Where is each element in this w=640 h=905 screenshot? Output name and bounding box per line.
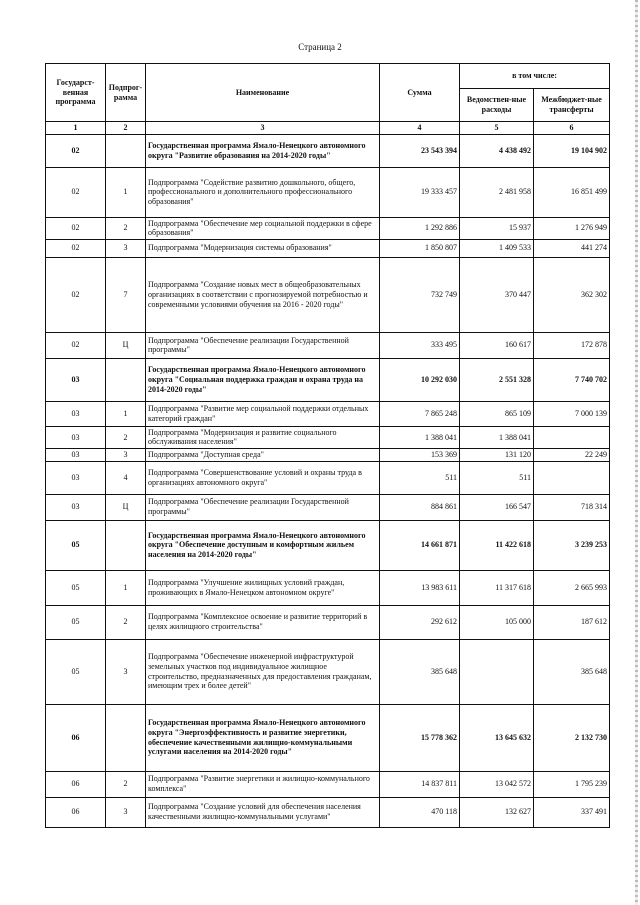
col-number: 2 (106, 122, 146, 135)
header-sp: Подпрог-рамма (106, 64, 146, 122)
program-code-cell: 02 (46, 167, 106, 217)
program-code-cell: 03 (46, 358, 106, 401)
subprogram-row (46, 401, 610, 426)
name-cell: Подпрограмма "Обеспечение инженерной инфраструктурой земельных участков под индивидуальное жилищное строительство, предназначенных для предоставления гражданам, имеющим трех и более детей" (146, 639, 380, 704)
subprogram-row (46, 257, 610, 332)
sum-cell: 732 749 (380, 257, 460, 332)
program-code-cell: 05 (46, 639, 106, 704)
header-dept: Ведомствен-ные расходы (460, 89, 534, 122)
program-code-cell: 03 (46, 426, 106, 448)
subprogram-code-cell: 3 (106, 797, 146, 827)
page-label: Страница 2 (298, 42, 342, 52)
header-inter: Межбюджет-ные трансферты (534, 89, 610, 122)
name-cell: Подпрограмма "Создание условий для обеспечения населения качественными жилищно-коммунальными услугами" (146, 797, 380, 827)
header-row (46, 64, 610, 89)
transfers-cell: 19 104 902 (534, 134, 610, 167)
subprogram-code-cell: 2 (106, 605, 146, 639)
program-code-cell: 03 (46, 401, 106, 426)
sum-cell: 1 292 886 (380, 217, 460, 239)
subprogram-row (46, 771, 610, 797)
subprogram-code-cell (106, 704, 146, 771)
departmental-cell: 15 937 (460, 217, 534, 239)
transfers-cell: 22 249 (534, 448, 610, 461)
sum-cell: 153 369 (380, 448, 460, 461)
program-code-cell: 02 (46, 134, 106, 167)
name-cell: Государственная программа Ямало-Ненецкого автономного округа "Обеспечение доступным и комфортным жильем населения на 2014-2020 годы" (146, 520, 380, 570)
transfers-cell: 2 132 730 (534, 704, 610, 771)
col-number: 1 (46, 122, 106, 135)
name-cell: Подпрограмма "Модернизация и развитие социального обслуживания населения" (146, 426, 380, 448)
subprogram-code-cell: 1 (106, 570, 146, 605)
program-code-cell: 02 (46, 257, 106, 332)
sum-cell: 14 661 871 (380, 520, 460, 570)
header-name: Наименование (146, 64, 380, 122)
subprogram-code-cell: 2 (106, 217, 146, 239)
subprogram-code-cell (106, 134, 146, 167)
departmental-cell: 160 617 (460, 332, 534, 358)
col-number: 4 (380, 122, 460, 135)
transfers-cell: 7 000 139 (534, 401, 610, 426)
name-cell: Подпрограмма "Комплексное освоение и развитие территорий в целях жилищного строительства" (146, 605, 380, 639)
name-cell: Подпрограмма "Доступная среда" (146, 448, 380, 461)
departmental-cell: 11 422 618 (460, 520, 534, 570)
departmental-cell: 4 438 492 (460, 134, 534, 167)
program-code-cell: 02 (46, 239, 106, 257)
transfers-cell: 441 274 (534, 239, 610, 257)
subprogram-row (46, 494, 610, 520)
departmental-cell: 13 042 572 (460, 771, 534, 797)
sum-cell: 10 292 030 (380, 358, 460, 401)
program-code-cell: 02 (46, 217, 106, 239)
departmental-cell: 2 551 328 (460, 358, 534, 401)
name-cell: Подпрограмма "Создание новых мест в общеобразовательных организациях в соответствии с прогнозируемой потребностью и современными условиями обучения на 2016 - 2020 годы" (146, 257, 380, 332)
subprogram-code-cell (106, 520, 146, 570)
program-code-cell: 03 (46, 461, 106, 494)
header-including: в том числе: (460, 64, 610, 89)
col-number: 3 (146, 122, 380, 135)
subprogram-row (46, 605, 610, 639)
name-cell: Подпрограмма "Модернизация системы образования" (146, 239, 380, 257)
program-row (46, 134, 610, 167)
subprogram-code-cell: Ц (106, 332, 146, 358)
transfers-cell: 16 851 499 (534, 167, 610, 217)
program-code-cell: 02 (46, 332, 106, 358)
departmental-cell: 13 645 632 (460, 704, 534, 771)
sum-cell: 470 118 (380, 797, 460, 827)
name-cell: Подпрограмма "Развитие мер социальной поддержки отдельных категорий граждан" (146, 401, 380, 426)
transfers-cell: 1 276 949 (534, 217, 610, 239)
subprogram-code-cell: Ц (106, 494, 146, 520)
sum-cell: 333 495 (380, 332, 460, 358)
name-cell: Подпрограмма "Улучшение жилищных условий граждан, проживающих в Ямало-Ненецком автономном округе" (146, 570, 380, 605)
transfers-cell: 385 648 (534, 639, 610, 704)
subprogram-code-cell: 2 (106, 771, 146, 797)
table-body (46, 134, 610, 827)
departmental-cell: 2 481 958 (460, 167, 534, 217)
program-code-cell: 03 (46, 494, 106, 520)
program-code-cell: 05 (46, 605, 106, 639)
budget-table (45, 63, 610, 828)
subprogram-code-cell: 7 (106, 257, 146, 332)
sum-cell: 14 837 811 (380, 771, 460, 797)
transfers-cell (534, 461, 610, 494)
sum-cell: 385 648 (380, 639, 460, 704)
transfers-cell: 172 878 (534, 332, 610, 358)
subprogram-code-cell: 4 (106, 461, 146, 494)
subprogram-row (46, 217, 610, 239)
transfers-cell: 362 302 (534, 257, 610, 332)
program-code-cell: 05 (46, 520, 106, 570)
transfers-cell (534, 426, 610, 448)
subprogram-code-cell: 1 (106, 167, 146, 217)
departmental-cell: 1 409 533 (460, 239, 534, 257)
subprogram-code-cell: 3 (106, 239, 146, 257)
sum-cell: 23 543 394 (380, 134, 460, 167)
departmental-cell: 131 120 (460, 448, 534, 461)
name-cell: Подпрограмма "Обеспечение мер социальной поддержки в сфере образования" (146, 217, 380, 239)
subprogram-code-cell: 3 (106, 448, 146, 461)
departmental-cell: 370 447 (460, 257, 534, 332)
name-cell: Подпрограмма "Содействие развитию дошкольного, общего, профессионального и дополнительного профессионального образования" (146, 167, 380, 217)
sum-cell: 19 333 457 (380, 167, 460, 217)
transfers-cell: 7 740 702 (534, 358, 610, 401)
subprogram-code-cell: 3 (106, 639, 146, 704)
departmental-cell (460, 639, 534, 704)
departmental-cell: 132 627 (460, 797, 534, 827)
program-code-cell: 03 (46, 448, 106, 461)
sum-cell: 15 778 362 (380, 704, 460, 771)
name-cell: Подпрограмма "Совершенствование условий и охраны труда в организациях автономного округа" (146, 461, 380, 494)
sum-cell: 884 861 (380, 494, 460, 520)
subprogram-row (46, 426, 610, 448)
header-sum: Сумма (380, 64, 460, 122)
subprogram-row (46, 639, 610, 704)
subprogram-row (46, 797, 610, 827)
departmental-cell: 865 109 (460, 401, 534, 426)
transfers-cell: 2 665 993 (534, 570, 610, 605)
subprogram-row (46, 570, 610, 605)
name-cell: Подпрограмма "Обеспечение реализации Государственной программы" (146, 494, 380, 520)
departmental-cell: 511 (460, 461, 534, 494)
transfers-cell: 3 239 253 (534, 520, 610, 570)
program-code-cell: 06 (46, 771, 106, 797)
subprogram-code-cell: 1 (106, 401, 146, 426)
subprogram-row (46, 332, 610, 358)
program-row (46, 704, 610, 771)
program-row (46, 358, 610, 401)
name-cell: Государственная программа Ямало-Ненецкого автономного округа "Энергоэффективность и развитие энергетики, обеспечение качественными жилищно-коммунальными услугами населения на 2014-2020 годы" (146, 704, 380, 771)
sum-cell: 1 850 807 (380, 239, 460, 257)
transfers-cell: 187 612 (534, 605, 610, 639)
transfers-cell: 718 314 (534, 494, 610, 520)
sum-cell: 13 983 611 (380, 570, 460, 605)
program-code-cell: 06 (46, 704, 106, 771)
name-cell: Подпрограмма "Развитие энергетики и жилищно-коммунального комплекса" (146, 771, 380, 797)
name-cell: Подпрограмма "Обеспечение реализации Государственной программы" (146, 332, 380, 358)
sum-cell: 292 612 (380, 605, 460, 639)
transfers-cell: 337 491 (534, 797, 610, 827)
name-cell: Государственная программа Ямало-Ненецкого автономного округа "Развитие образования на 2014-2020 годы" (146, 134, 380, 167)
program-code-cell: 05 (46, 570, 106, 605)
subprogram-code-cell: 2 (106, 426, 146, 448)
subprogram-row (46, 167, 610, 217)
departmental-cell: 166 547 (460, 494, 534, 520)
sum-cell: 1 388 041 (380, 426, 460, 448)
header-gp: Государст-венная программа (46, 64, 106, 122)
program-code-cell: 06 (46, 797, 106, 827)
sum-cell: 7 865 248 (380, 401, 460, 426)
scan-edge (635, 0, 638, 905)
departmental-cell: 105 000 (460, 605, 534, 639)
name-cell: Государственная программа Ямало-Ненецкого автономного округа "Социальная поддержка граждан и охрана труда на 2014-2020 годы" (146, 358, 380, 401)
subprogram-row (46, 239, 610, 257)
col-number: 6 (534, 122, 610, 135)
subprogram-row (46, 461, 610, 494)
column-number-row (46, 122, 610, 135)
subprogram-row (46, 448, 610, 461)
program-row (46, 520, 610, 570)
subprogram-code-cell (106, 358, 146, 401)
sum-cell: 511 (380, 461, 460, 494)
transfers-cell: 1 795 239 (534, 771, 610, 797)
departmental-cell: 11 317 618 (460, 570, 534, 605)
col-number: 5 (460, 122, 534, 135)
departmental-cell: 1 388 041 (460, 426, 534, 448)
